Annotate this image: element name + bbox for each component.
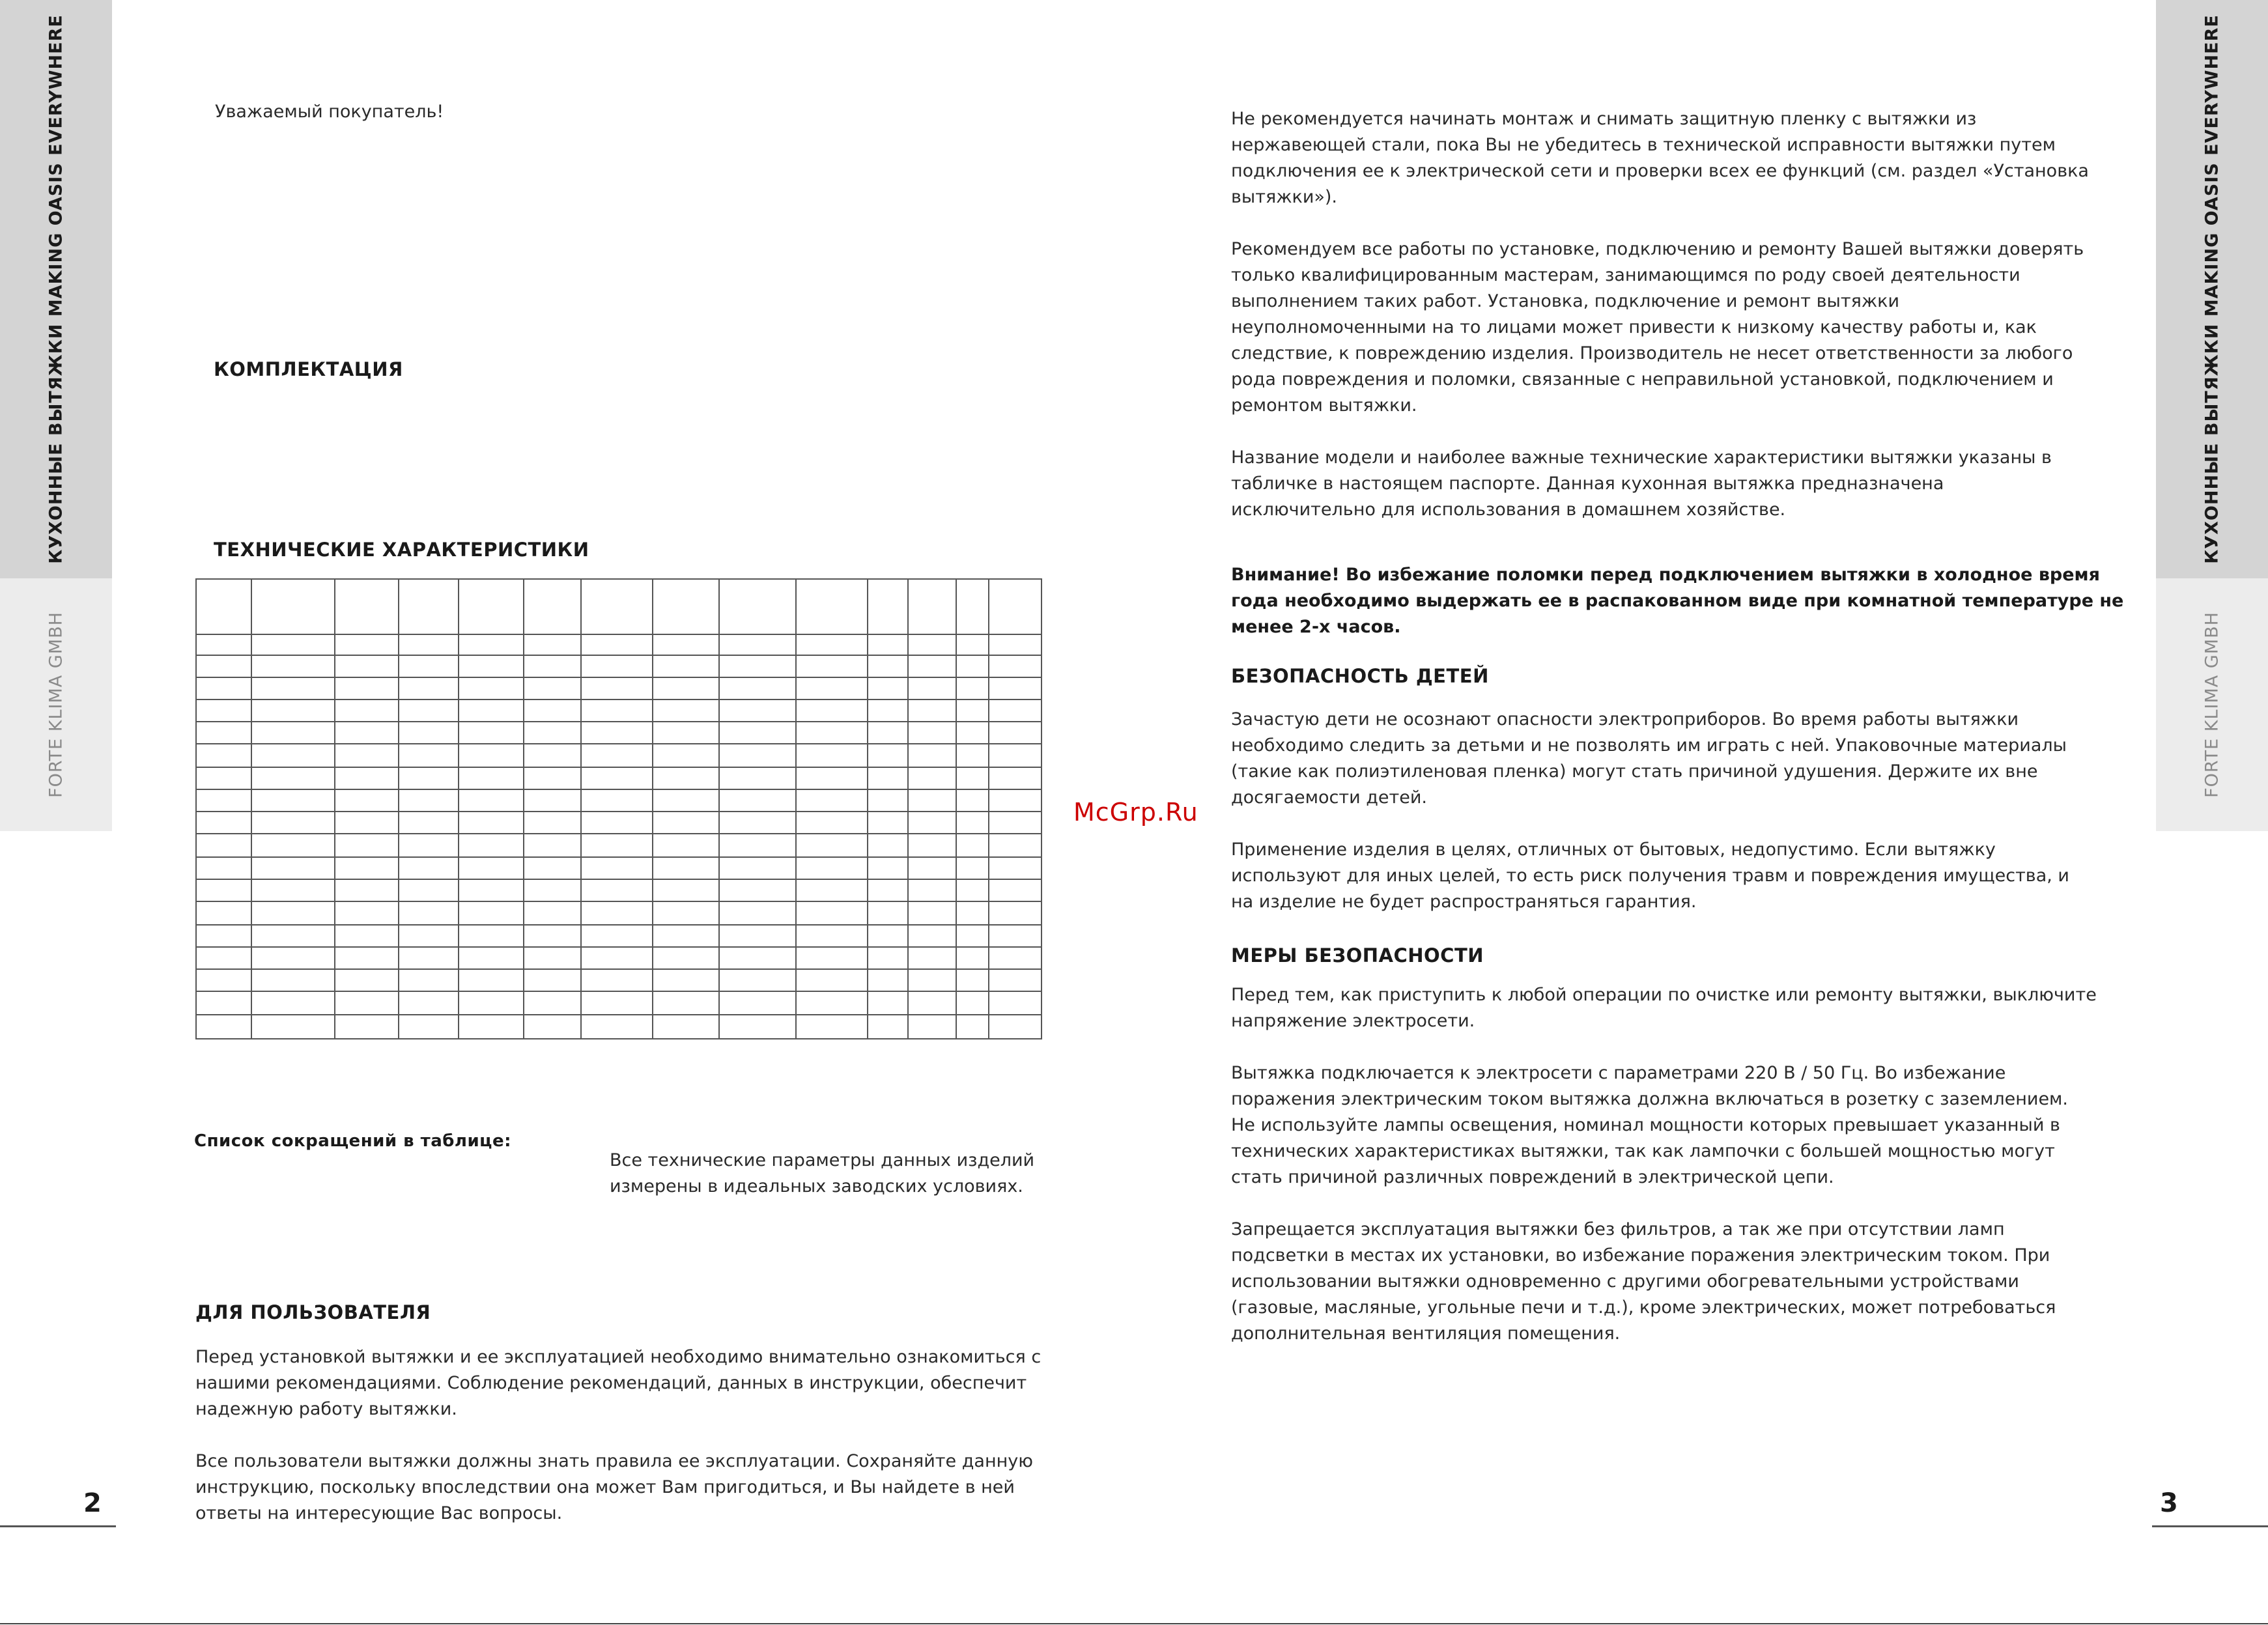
safety-paragraph-3: Запрещается эксплуатация вытяжки без фильтров, а так же при отсутствии ламп подсветки в местах их установки, во избежание поражения электрическим током. При использовании вытяжки одновременно с другими обогревательными устройствами (газовые, масляные, угольные печи и т.д.), кроме электрических, может потребоваться дополнительная вентиляция помещения. (1231, 1219, 2056, 1344)
heading-kit: КОМПЛЕКТАЦИЯ (214, 358, 403, 380)
user-paragraph-1: Перед установкой вытяжки и ее эксплуатацией необходимо внимательно ознакомиться с нашими рекомендациями. Соблюдение рекомендаций, данных в инструкции, обеспечит надежную работу вытяжки. (195, 1347, 1042, 1419)
page-number-left: 2 (83, 1488, 102, 1518)
abbrev-label: Список сокращений в таблице: (194, 1131, 511, 1151)
specs-table-grid (197, 580, 1041, 1038)
side-tab-title (0, 0, 112, 578)
heading-children-safety: БЕЗОПАСНОСТЬ ДЕТЕЙ (1231, 665, 1489, 687)
safety-paragraph-2: Вытяжка подключается к электросети с параметрами 220 В / 50 Гц. Во избежание поражения электрическим током вытяжка должна включаться в розетку с заземлением. Не используйте лампы освещения, номинал мощности которых превышает указанный в технических характеристиках вытяжки, так как лампочки с большей мощностью могут стать причиной различных повреждений в электрической цепи. (1231, 1063, 2069, 1187)
greeting: Уважаемый покупатель! (215, 102, 444, 122)
user-paragraph-2: Все пользователи вытяжки должны знать правила ее эксплуатации. Сохраняйте данную инструкцию, поскольку впоследствии она может Вам пригодиться, и Вы найдете в ней ответы на интересующие Вас вопросы. (195, 1451, 1033, 1523)
page-number-right: 3 (2160, 1488, 2178, 1518)
side-tab-company (0, 578, 112, 831)
bottom-rule (0, 1623, 2268, 1624)
children-paragraph-1: Зачастую дети не осознают опасности электроприборов. Во время работы вытяжки необходимо следить за детьми и не позволять им играть с ней. Упаковочные материалы (такие как полиэтиленовая пленка) могут стать причиной удушения. Держите их вне досягаемости детей. (1231, 709, 2067, 808)
intro-paragraph-3: Название модели и наиболее важные технические характеристики вытяжки указаны в табличке в настоящем паспорте. Данная кухонная вытяжка предназначена исключительно для использования в домашнем хозяйстве. (1231, 447, 2052, 520)
heading-safety-measures: МЕРЫ БЕЗОПАСНОСТИ (1231, 944, 1484, 967)
side-tab-company-text: FORTE KLIMA GMBH (46, 612, 66, 798)
heading-user: ДЛЯ ПОЛЬЗОВАТЕЛЯ (195, 1301, 431, 1323)
params-note: Все технические параметры данных изделий измерены в идеальных заводских условиях. (610, 1150, 1035, 1196)
intro-paragraph-1: Не рекомендуется начинать монтаж и снимать защитную пленку с вытяжки из нержавеющей стали, пока Вы не убедитесь в технической исправности вытяжки путем подключения ее к электрической сети и проверки всех ее функций (см. раздел «Установка вытяжки»). (1231, 109, 2089, 207)
side-tab-title-text: КУХОННЫЕ ВЫТЯЖКИ MAKING OASIS EVERYWHERE (46, 14, 66, 564)
watermark: McGrp.Ru (1073, 798, 1198, 827)
safety-paragraph-1: Перед тем, как приступить к любой операции по очистке или ремонту вытяжки, выключите напряжение электросети. (1231, 985, 2097, 1031)
page-number-rule-left (0, 1525, 116, 1527)
specs-table (195, 578, 1042, 1039)
side-tab-company-right (2156, 578, 2268, 831)
children-paragraph-2: Применение изделия в целях, отличных от бытовых, недопустимо. Если вытяжку используют для иных целей, то есть риск получения травм и повреждения имущества, и на изделие не будет распространяться гарантия. (1231, 840, 2069, 912)
page-number-rule-right (2152, 1525, 2268, 1527)
intro-paragraph-2: Рекомендуем все работы по установке, подключению и ремонту Вашей вытяжки доверять только квалифицированным мастерам, занимающимся по роду своей деятельности выполнением таких работ. Установка, подключение и ремонт вытяжки неуполномоченными на то лицами может привести к низкому качеству работы и, как следствие, к повреждению изделия. Производитель не несет ответственности за любого рода повреждения и поломки, связанные с неправильной установкой, подключением и ремонтом вытяжки. (1231, 239, 2084, 416)
side-tab-title-text-right: КУХОННЫЕ ВЫТЯЖКИ MAKING OASIS EVERYWHERE (2202, 14, 2222, 564)
heading-specs: ТЕХНИЧЕСКИЕ ХАРАКТЕРИСТИКИ (214, 539, 589, 561)
warning-note: Внимание! Во избежание поломки перед подключением вытяжки в холодное время года необходимо выдержать ее в распакованном виде при комнатной температуре не менее 2-х часов. (1231, 565, 2124, 637)
side-tab-company-text-right: FORTE KLIMA GMBH (2202, 612, 2222, 798)
side-tab-title-right (2156, 0, 2268, 578)
